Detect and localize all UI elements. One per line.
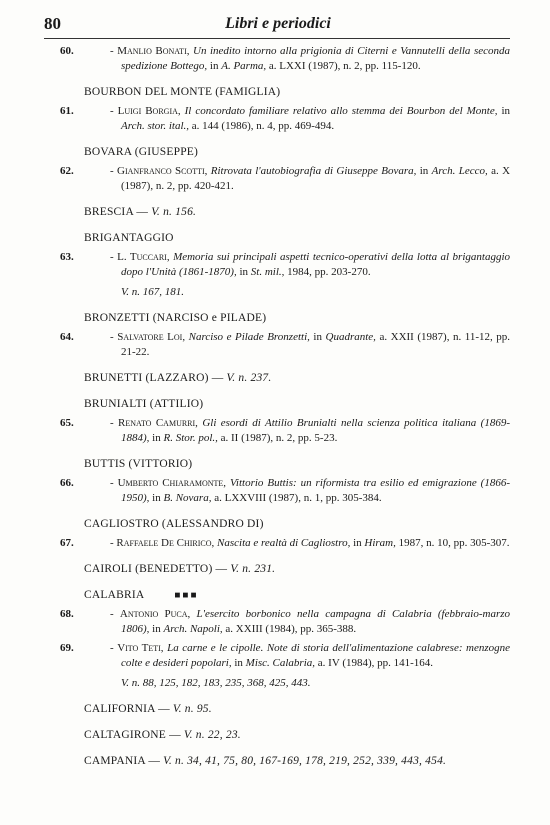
- entry-journal: Arch. Lecco,: [431, 165, 488, 177]
- entry-details: a. LXXVIII (1987), n. 1, pp. 305-384.: [214, 492, 382, 504]
- entry-journal: Arch. stor. ital.,: [121, 120, 190, 132]
- entry-author: Vito Teti,: [117, 642, 164, 654]
- entry-title: Vittorio Buttis: un riformista tra esilio ed emigrazione (1866-1950),: [121, 477, 510, 504]
- entry-journal: R. Stor. pol.,: [163, 432, 218, 444]
- entry-details: a. XXII (1987), n. 11-12, pp. 21-22.: [121, 331, 511, 358]
- entry-number: 62.: [60, 165, 74, 177]
- cross-reference: V. n. 22, 23.: [183, 729, 241, 741]
- entry-number: 63.: [60, 251, 74, 263]
- bibliography-entry: [44, 536, 510, 551]
- entry-author: L. Tuccari,: [117, 251, 170, 263]
- subject-heading: BOVARA (GIUSEPPE): [84, 146, 199, 158]
- entry-title: La carne e le cipolle. Note di storia dell'alimentazione calabrese: menzogne colte e desideri popolari,: [121, 642, 511, 669]
- running-title: Libri e periodici: [225, 15, 331, 32]
- entry-title: Nascita e realtà di Cagliostro,: [217, 537, 351, 549]
- cross-reference: V. n. 156.: [151, 206, 197, 218]
- entry-author: Salvatore Loi,: [117, 331, 186, 343]
- subject-heading: BRUNIALTI (ATTILIO): [84, 398, 204, 410]
- subject-heading: CAGLIOSTRO (ALESSANDRO DI): [84, 518, 264, 530]
- entry-journal: B. Novara,: [163, 492, 212, 504]
- header-rule: [44, 38, 510, 39]
- subject-heading-crossref: [84, 754, 510, 769]
- subject-heading: CALIFORNIA —: [84, 703, 170, 715]
- subject-heading: [84, 588, 510, 603]
- subject-heading: BRUNETTI (LAZZARO) —: [84, 372, 224, 384]
- entry-author: Gianfranco Scotti,: [117, 165, 208, 177]
- bibliography-list: [44, 44, 510, 769]
- entry-in: in: [234, 657, 243, 669]
- bibliography-entry: [44, 44, 510, 74]
- entry-details: a. X (1987), n. 2, pp. 420-421.: [121, 165, 511, 192]
- entry-citation: - Manlio Bonati, Un inedito intorno alla prigionia di Citerni e Vannutelli della seconda spedizione Bottego, in A. Parma, a. LXXI (1987), n. 2, pp. 115-120.: [110, 45, 511, 72]
- entry-journal: Quadrante,: [325, 331, 376, 343]
- entry-author: Renato Camurri,: [118, 417, 198, 429]
- subject-heading: CAMPANIA —: [84, 755, 161, 767]
- subject-heading-crossref: [84, 205, 510, 220]
- bibliography-entry: [44, 250, 510, 280]
- printer-mark: ■■■: [174, 590, 199, 601]
- subject-heading: CAIROLI (BENEDETTO) —: [84, 563, 228, 575]
- entry-author: Raffaele De Chirico,: [116, 537, 215, 549]
- entry-citation: - Vito Teti, La carne e le cipolle. Note di storia dell'alimentazione calabrese: menzogne colte e desideri popolari, in Misc. Calabria, a. IV (1984), pp. 141-164.: [110, 642, 511, 669]
- bibliography-entry: [44, 641, 510, 671]
- subject-heading-crossref: [84, 702, 510, 717]
- entry-title: L'esercito borbonico nella campagna di Calabria (febbraio-marzo 1806),: [121, 608, 511, 635]
- bibliography-entry: [44, 416, 510, 446]
- entry-journal: St. mil.,: [250, 266, 285, 278]
- entry-citation: - Gianfranco Scotti, Ritrovata l'autobiografia di Giuseppe Bovara, in Arch. Lecco, a. X (1987), n. 2, pp. 420-421.: [110, 165, 511, 192]
- entry-details: a. LXXI (1987), n. 2, pp. 115-120.: [268, 60, 421, 72]
- entry-in: in: [152, 432, 161, 444]
- entry-citation: - Luigi Borgia, Il concordato familiare relativo allo stemma dei Bourbon del Monte, in Arch. stor. ital., a. 144 (1986), n. 4, pp. 469-494.: [110, 105, 511, 132]
- entry-in: in: [239, 266, 249, 278]
- entry-details: a. II (1987), n. 2, pp. 5-23.: [220, 432, 338, 444]
- entry-journal: Misc. Calabria,: [245, 657, 316, 669]
- entry-number: 69.: [60, 642, 74, 654]
- entry-number: 68.: [60, 608, 74, 620]
- bibliography-entry: [44, 330, 510, 360]
- entry-title: Gli esordi di Attilio Brunialti nella scienza politica italiana (1869-1884),: [121, 417, 511, 444]
- entry-title: Ritrovata l'autobiografia di Giuseppe Bovara,: [210, 165, 417, 177]
- subject-heading-crossref: [84, 728, 510, 743]
- entry-citation: - Renato Camurri, Gli esordi di Attilio Brunialti nella scienza politica italiana (1869-1884), in R. Stor. pol., a. II (1987), n. 2, pp. 5-23.: [110, 417, 511, 444]
- entry-details: 1987, n. 10, pp. 305-307.: [398, 537, 510, 549]
- entry-author: Luigi Borgia,: [117, 105, 181, 117]
- entry-title: Un inedito intorno alla prigionia di Citerni e Vannutelli della seconda spedizione Bottego,: [121, 45, 511, 72]
- entry-journal: Hiram,: [364, 537, 396, 549]
- entry-citation: - L. Tuccari, Memoria sui principali aspetti tecnico-operativi della lotta al brigantaggio dopo l'Unità (1861-1870), in St. mil., 1984, pp. 203-270.: [110, 251, 511, 278]
- entry-title: Narciso e Pilade Bronzetti,: [188, 331, 310, 343]
- entry-in: in: [353, 537, 362, 549]
- cross-reference: V. n. 95.: [172, 703, 212, 715]
- entry-author: Manlio Bonati,: [117, 45, 190, 57]
- subject-heading: BUTTIS (VITTORIO): [84, 458, 193, 470]
- entry-details: a. IV (1984), pp. 141-164.: [317, 657, 434, 669]
- subject-heading: BRONZETTI (NARCISO e PILADE): [84, 312, 267, 324]
- bibliography-entry: [44, 164, 510, 194]
- subject-heading: BRIGANTAGGIO: [84, 232, 174, 244]
- entry-in: in: [209, 60, 219, 72]
- entry-details: 1984, pp. 203-270.: [287, 266, 371, 278]
- entry-citation: - Umberto Chiaramonte, Vittorio Buttis: un riformista tra esilio ed emigrazione (1866-1950), in B. Novara, a. LXXVIII (1987), n. 1, pp. 305-384.: [110, 477, 510, 504]
- entry-details: a. XXIII (1984), pp. 365-388.: [225, 623, 357, 635]
- subject-heading-label: CALABRIA: [84, 589, 145, 601]
- entry-journal: Arch. Napoli,: [163, 623, 223, 635]
- subject-heading-crossref: [84, 562, 510, 577]
- entry-in: in: [152, 492, 161, 504]
- entry-number: 65.: [60, 417, 74, 429]
- cross-reference: V. n. 88, 125, 182, 183, 235, 368, 425, 443.: [121, 677, 311, 689]
- entry-citation: - Antonio Puca, L'esercito borbonico nella campagna di Calabria (febbraio-marzo 1806), in Arch. Napoli, a. XXIII (1984), pp. 365-388.: [110, 608, 511, 635]
- entry-title: Il concordato familiare relativo allo stemma dei Bourbon del Monte,: [184, 105, 498, 117]
- subject-heading: CALTAGIRONE —: [84, 729, 181, 741]
- cross-reference: V. n. 167, 181.: [121, 286, 185, 298]
- bibliography-entry: [44, 607, 510, 637]
- entry-journal: A. Parma,: [221, 60, 267, 72]
- bibliography-entry: [44, 104, 510, 134]
- entry-citation: - Raffaele De Chirico, Nascita e realtà di Cagliostro, in Hiram, 1987, n. 10, pp. 305-307.: [110, 537, 510, 549]
- entry-number: 66.: [60, 477, 74, 489]
- entry-citation: - Salvatore Loi, Narciso e Pilade Bronzetti, in Quadrante, a. XXII (1987), n. 11-12, pp. 21-22.: [110, 331, 511, 358]
- cross-reference: V. n. 34, 41, 75, 80, 167-169, 178, 219, 252, 339, 443, 454.: [163, 755, 447, 767]
- subject-heading-crossref: [84, 371, 510, 386]
- entry-author: Antonio Puca,: [119, 608, 191, 620]
- subject-heading: BOURBON DEL MONTE (FAMIGLIA): [84, 86, 281, 98]
- page-number: 80: [44, 14, 61, 33]
- entry-title: Memoria sui principali aspetti tecnico-operativi della lotta al brigantaggio dopo l'Unità (1861-1870),: [121, 251, 511, 278]
- page-header: [44, 14, 512, 36]
- entry-number: 67.: [60, 537, 74, 549]
- entry-number: 64.: [60, 331, 74, 343]
- bibliography-entry: [44, 476, 510, 506]
- cross-reference: V. n. 231.: [230, 563, 276, 575]
- entry-in: in: [152, 623, 161, 635]
- cross-reference: V. n. 237.: [226, 372, 272, 384]
- entry-in: in: [501, 105, 511, 117]
- entry-details: a. 144 (1986), n. 4, pp. 469-494.: [191, 120, 335, 132]
- entry-number: 60.: [60, 45, 74, 57]
- entry-in: in: [419, 165, 429, 177]
- entry-author: Umberto Chiaramonte,: [117, 477, 227, 489]
- subject-heading: BRESCIA —: [84, 206, 149, 218]
- entry-number: 61.: [60, 105, 74, 117]
- entry-in: in: [313, 331, 322, 343]
